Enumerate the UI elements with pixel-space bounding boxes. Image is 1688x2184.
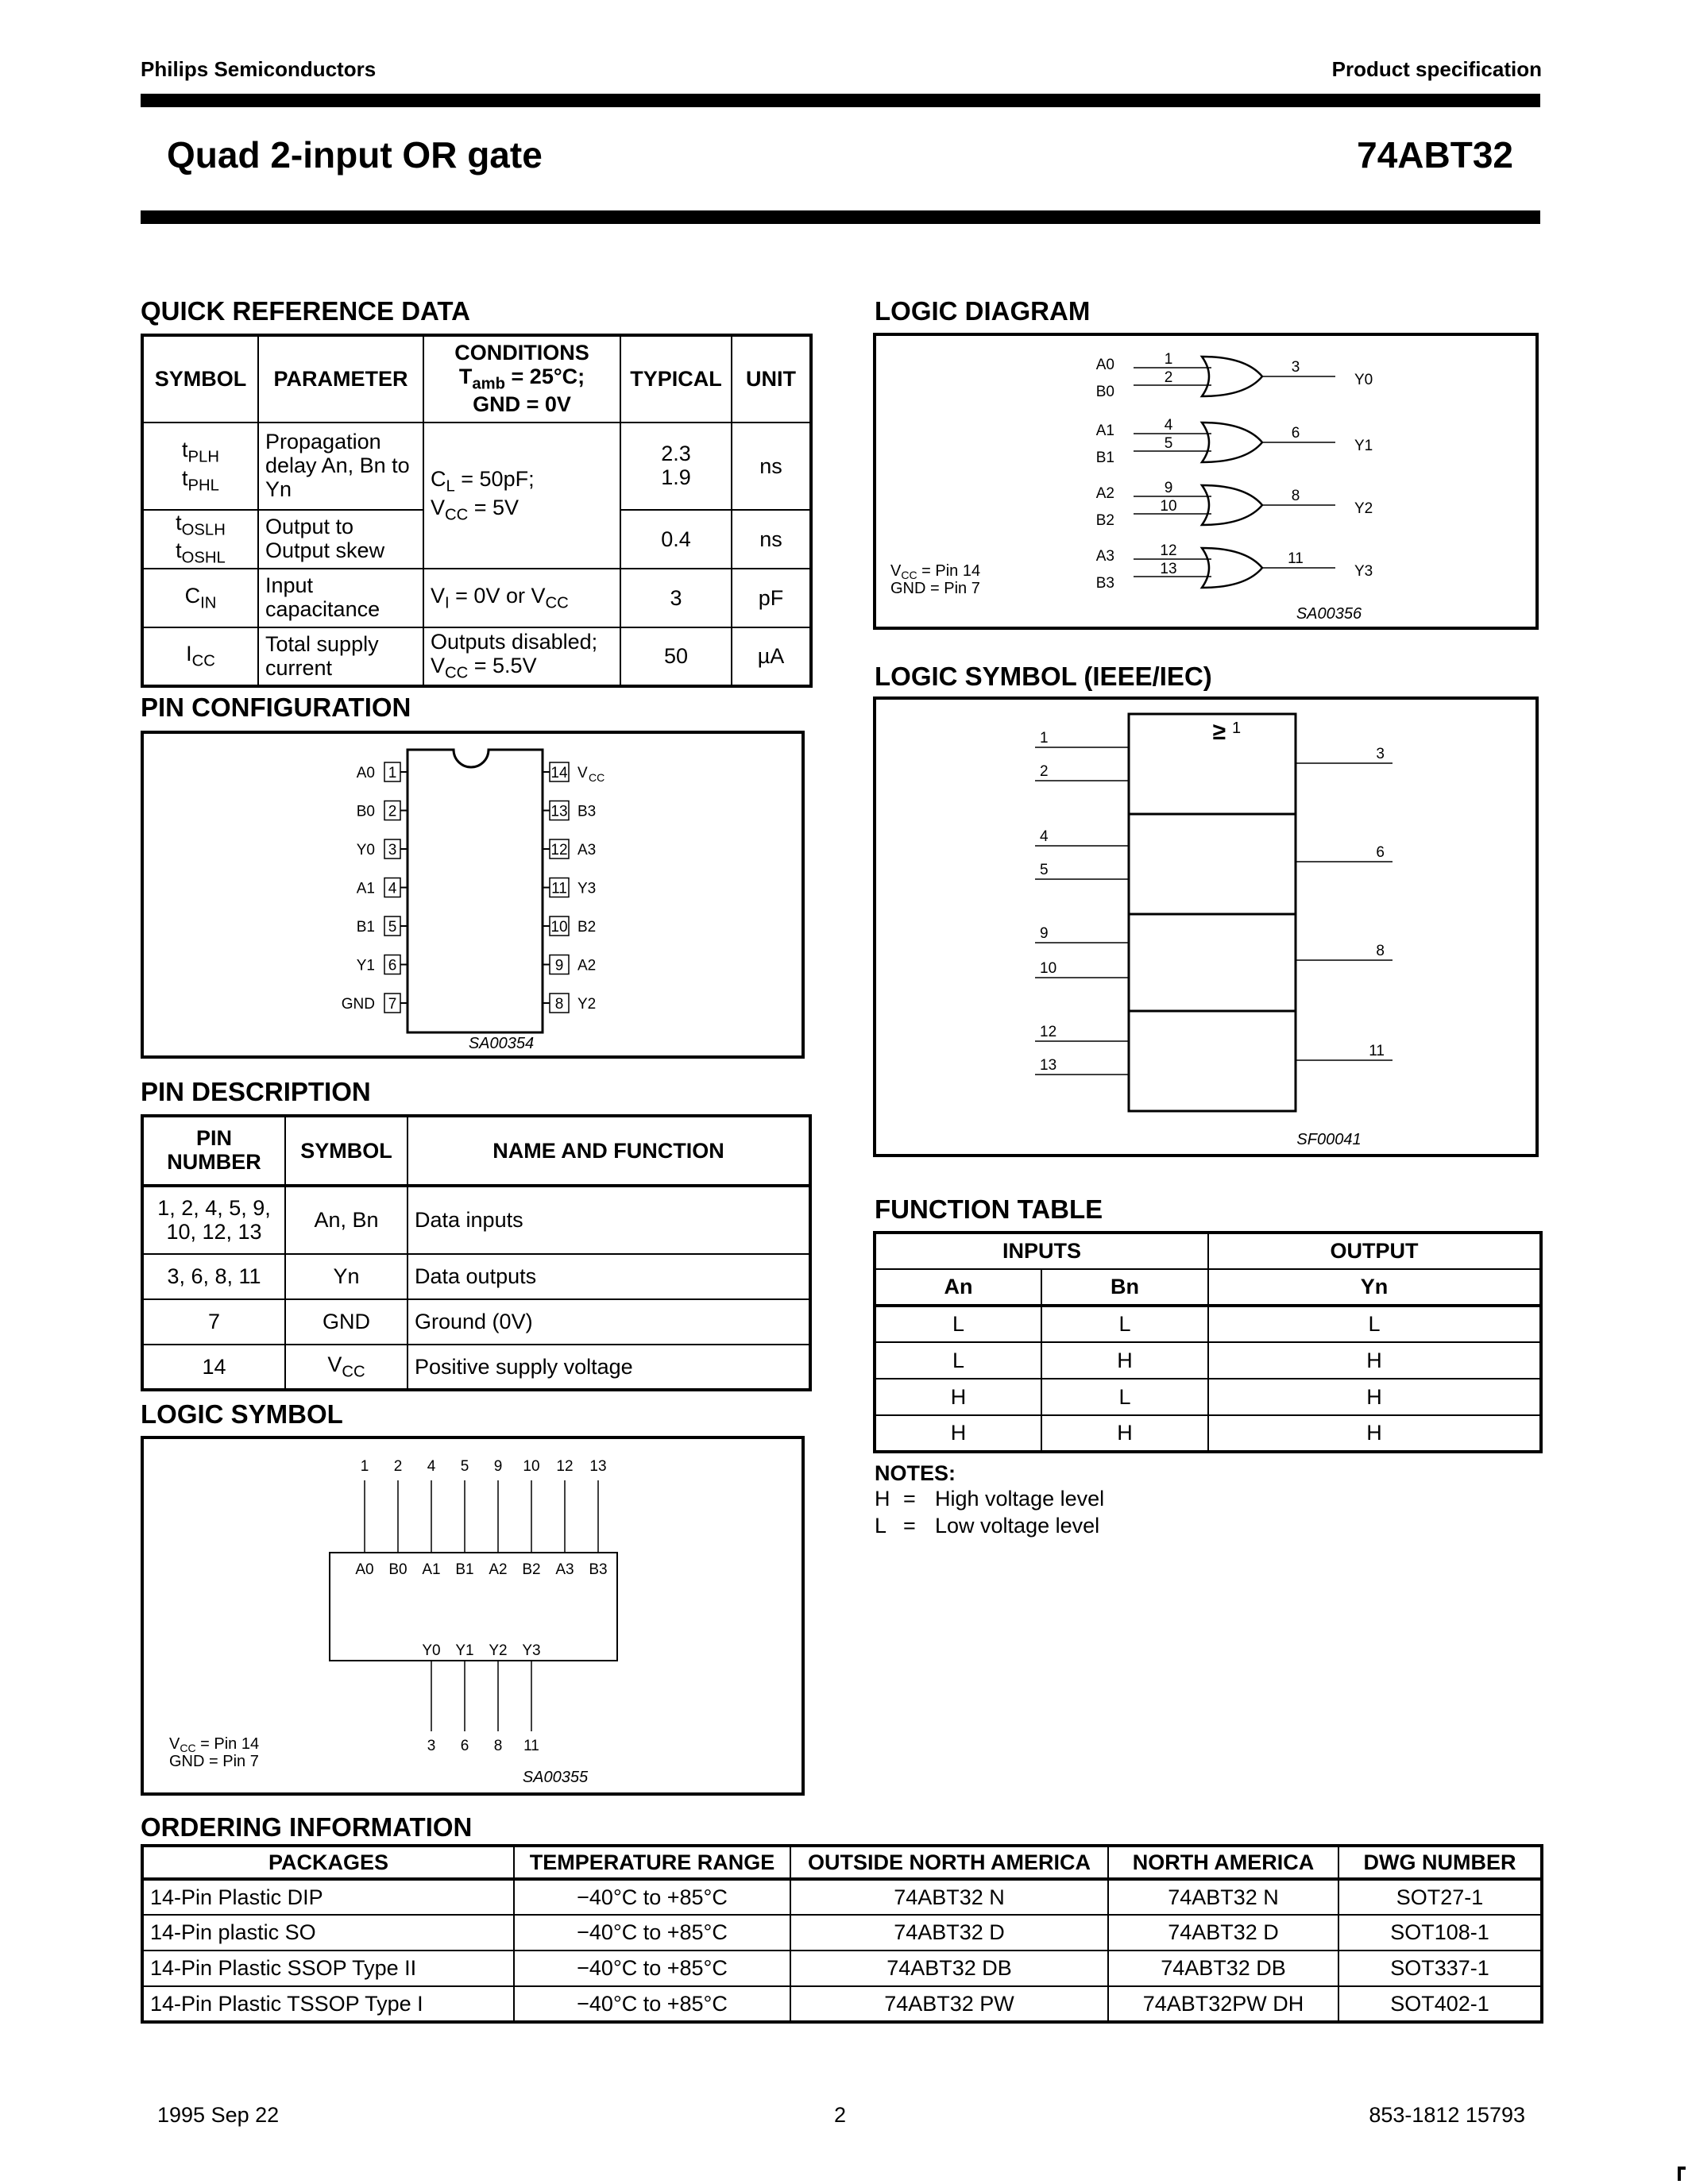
gate-output-name: Y2 xyxy=(1354,500,1373,517)
or-gate-icon xyxy=(1202,423,1262,462)
input-name: A2 xyxy=(489,1561,508,1578)
pin-number: 11 xyxy=(551,880,567,897)
gate-output-pin: 8 xyxy=(1291,488,1300,504)
gate-input-pin: 1 xyxy=(1164,351,1173,368)
input-pin-number: 1 xyxy=(1040,730,1049,747)
header-rule xyxy=(141,94,1540,107)
table-row xyxy=(875,1342,1541,1379)
logic-diagram-box xyxy=(873,333,1539,630)
or-gate-icon xyxy=(1202,485,1262,525)
table-row xyxy=(142,1254,810,1299)
north-america-cell: 74ABT32 N xyxy=(1108,1879,1338,1915)
condition-cell: Outputs disabled; $V_{CC} = 5.5V$ xyxy=(423,627,620,686)
table-row xyxy=(142,1915,1542,1951)
pin-config-code: SA00354 xyxy=(468,1035,535,1052)
dwg-cell: SOT108-1 xyxy=(1338,1915,1542,1951)
yn-cell: H xyxy=(1208,1342,1541,1379)
col-yn: Yn xyxy=(1208,1269,1541,1306)
notes-list xyxy=(875,1485,1104,1539)
part-number: 74ABT32 xyxy=(1357,134,1513,176)
logic-symbol-title: LOGIC SYMBOL xyxy=(141,1399,343,1429)
package-cell: 14-Pin plastic SO xyxy=(142,1915,514,1951)
output-pin-number: 6 xyxy=(1376,844,1385,861)
logic-symbol-diagram xyxy=(144,1439,802,1792)
pin-name: GND xyxy=(341,996,375,1013)
input-name: B3 xyxy=(589,1561,608,1578)
north-america-cell: 74ABT32 DB xyxy=(1108,1951,1338,1986)
input-pin-number: 1 xyxy=(360,1458,369,1475)
package-cell: 14-Pin Plastic SSOP Type II xyxy=(142,1951,514,1986)
symbol-cell: An, Bn xyxy=(285,1186,408,1254)
note-item: L = Low voltage level xyxy=(875,1514,1100,1538)
input-pin-number: 10 xyxy=(523,1458,540,1475)
col-symbol: SYMBOL xyxy=(142,335,258,423)
pin-number: 13 xyxy=(550,803,568,820)
function-table-title: FUNCTION TABLE xyxy=(875,1194,1103,1224)
logic-symbol-code: SA00355 xyxy=(522,1769,589,1786)
gate-input-pin: 13 xyxy=(1160,561,1177,577)
or-gate-diagram xyxy=(876,336,1535,627)
unit-cell: ns xyxy=(732,423,811,510)
load-condition-cell: $C_L = 50pF$; $V_{CC} = 5V$ xyxy=(423,423,620,569)
input-pin-number: 2 xyxy=(1040,763,1049,780)
table-row xyxy=(142,423,811,510)
pin-configuration-box xyxy=(141,731,805,1059)
gate-input-name: A3 xyxy=(1095,548,1114,565)
ieee-symbol-title: LOGIC SYMBOL (IEEE/IEC) xyxy=(875,662,1212,691)
col-an: An xyxy=(875,1269,1041,1306)
quick-reference-title: QUICK REFERENCE DATA xyxy=(141,296,470,326)
input-name: A1 xyxy=(422,1561,441,1578)
gate-input-name: A1 xyxy=(1095,423,1114,439)
parameter-cell: Propagation delay An, Bn to Yn xyxy=(258,423,423,510)
input-pin-number: 4 xyxy=(427,1458,436,1475)
function-table xyxy=(873,1231,1543,1453)
output-name: Y2 xyxy=(489,1642,508,1659)
symbol-cell: $t_{PLH}$ $t_{PHL}$ xyxy=(142,423,258,510)
unit-cell: pF xyxy=(732,569,811,627)
gate-input-name: B1 xyxy=(1095,450,1114,466)
col-symbol: SYMBOL xyxy=(285,1116,408,1186)
input-pin-number: 9 xyxy=(493,1458,503,1475)
pin-name: B0 xyxy=(356,803,375,820)
pin-cell: 14 xyxy=(142,1345,285,1390)
dip-package-diagram xyxy=(144,734,802,1055)
gate-input-pin: 9 xyxy=(1164,480,1173,496)
input-pin-number: 2 xyxy=(393,1458,403,1475)
bn-cell: L xyxy=(1041,1306,1208,1342)
package-cell: 14-Pin Plastic DIP xyxy=(142,1879,514,1915)
gate-output-name: Y0 xyxy=(1354,372,1373,388)
input-pin-number: 13 xyxy=(1040,1057,1057,1074)
notes-title: NOTES: xyxy=(875,1461,956,1485)
north-america-cell: 74ABT32PW DH xyxy=(1108,1986,1338,2022)
gate-output-pin: 3 xyxy=(1291,359,1300,376)
gate-input-name: B3 xyxy=(1095,575,1114,592)
typical-cell: 0.4 xyxy=(620,510,732,569)
input-name: B1 xyxy=(455,1561,474,1578)
pin-description-table xyxy=(141,1114,812,1391)
gate-input-pin: 4 xyxy=(1164,417,1173,434)
output-pin-number: 3 xyxy=(427,1738,436,1754)
bn-cell: H xyxy=(1041,1342,1208,1379)
gate-input-name: A0 xyxy=(1095,357,1114,373)
function-cell: Data inputs xyxy=(408,1186,810,1254)
input-pin-number: 5 xyxy=(460,1458,469,1475)
an-cell: H xyxy=(875,1415,1041,1452)
parameter-cell: Input capacitance xyxy=(258,569,423,627)
pin-configuration-title: PIN CONFIGURATION xyxy=(141,693,411,722)
crop-mark xyxy=(1678,2167,1686,2170)
pin-name: Y1 xyxy=(356,957,375,974)
ordering-title: ORDERING INFORMATION xyxy=(141,1812,473,1842)
pin-cell: 3, 6, 8, 11 xyxy=(142,1254,285,1299)
bn-cell: L xyxy=(1041,1379,1208,1415)
output-pin-number: 8 xyxy=(493,1738,503,1754)
pin-cell: 7 xyxy=(142,1299,285,1345)
parameter-cell: Output to Output skew xyxy=(258,510,423,569)
function-cell: Ground (0V) xyxy=(408,1299,810,1345)
gate-input-pin: 10 xyxy=(1160,498,1177,515)
col-temperature: TEMPERATURE RANGE xyxy=(514,1846,790,1879)
output-pin-number: 11 xyxy=(1369,1043,1385,1059)
output-pin-number: 3 xyxy=(1376,746,1385,762)
pin-name-sub: CC xyxy=(589,771,605,784)
gate-input-name: B2 xyxy=(1095,512,1114,529)
pin-name: B3 xyxy=(577,803,597,820)
an-cell: L xyxy=(875,1342,1041,1379)
output-pin-number: 11 xyxy=(523,1738,539,1754)
temperature-cell: −40°C to +85°C xyxy=(514,1986,790,2022)
col-conditions: CONDITIONS $T_{amb} = 25^\circ C$; GND = 0V xyxy=(423,335,620,423)
logic-symbol-box xyxy=(141,1436,805,1796)
pin-number: 1 xyxy=(388,765,397,781)
input-name: A3 xyxy=(555,1561,574,1578)
ordering-table xyxy=(141,1844,1543,2024)
output-header: OUTPUT xyxy=(1208,1233,1541,1269)
note-item: H = High voltage level xyxy=(875,1487,1105,1511)
pin-name: B2 xyxy=(577,919,597,936)
page-number: 2 xyxy=(834,2103,847,2127)
pin-number: 7 xyxy=(388,996,397,1013)
output-pin-number: 6 xyxy=(460,1738,469,1754)
col-outside-na: OUTSIDE NORTH AMERICA xyxy=(790,1846,1108,1879)
col-dwg-number: DWG NUMBER xyxy=(1338,1846,1542,1879)
input-pin-number: 5 xyxy=(1040,862,1049,878)
pin-number: 2 xyxy=(388,803,397,820)
pin-number: 12 xyxy=(550,842,568,859)
col-typical: TYPICAL xyxy=(620,335,732,423)
table-row xyxy=(142,1951,1542,1986)
input-pin-number: 4 xyxy=(1040,828,1049,845)
gate-output-name: Y1 xyxy=(1354,438,1373,454)
yn-cell: L xyxy=(1208,1306,1541,1342)
input-name: A0 xyxy=(355,1561,374,1578)
input-pin-number: 9 xyxy=(1040,925,1049,942)
input-pin-number: 12 xyxy=(556,1458,574,1475)
function-cell: Data outputs xyxy=(408,1254,810,1299)
temperature-cell: −40°C to +85°C xyxy=(514,1915,790,1951)
outside-na-cell: 74ABT32 D xyxy=(790,1915,1108,1951)
pin-name: A2 xyxy=(577,957,597,974)
table-row xyxy=(875,1415,1541,1452)
document-type: Product specification xyxy=(1331,57,1542,81)
symbol-cell: $V_{CC}$ xyxy=(285,1345,408,1390)
pin-number: 3 xyxy=(388,842,397,859)
pin-number: 6 xyxy=(388,957,397,974)
condition-cell: $V_I = 0V$ or $V_{CC}$ xyxy=(423,569,620,627)
parameter-cell: Total supply current xyxy=(258,627,423,686)
col-pin-number: PIN NUMBER xyxy=(142,1116,285,1186)
table-row xyxy=(142,1879,1542,1915)
footer-date: 1995 Sep 22 xyxy=(157,2103,280,2127)
package-cell: 14-Pin Plastic TSSOP Type I xyxy=(142,1986,514,2022)
output-name: Y0 xyxy=(422,1642,441,1659)
vcc-note: $V_{CC}$ = Pin 14 xyxy=(890,562,981,581)
footer-code: 853-1812 15793 xyxy=(1369,2103,1525,2127)
pin-name: Y2 xyxy=(577,996,597,1013)
col-packages: PACKAGES xyxy=(142,1846,514,1879)
col-bn: Bn xyxy=(1041,1269,1208,1306)
gate-input-pin: 2 xyxy=(1164,369,1173,386)
table-row xyxy=(142,569,811,627)
temperature-cell: −40°C to +85°C xyxy=(514,1951,790,1986)
table-row xyxy=(142,627,811,686)
pin-name: A1 xyxy=(356,880,375,897)
table-row xyxy=(875,1306,1541,1342)
gate-output-pin: 6 xyxy=(1291,425,1300,442)
gnd-note: GND = Pin 7 xyxy=(169,1753,259,1770)
output-name: Y3 xyxy=(522,1642,541,1659)
unit-cell: µA xyxy=(732,627,811,686)
ieee-symbol-diagram xyxy=(876,700,1535,1154)
ge-symbol-icon: ≥ xyxy=(1212,719,1226,745)
logic-diagram-code: SA00356 xyxy=(1296,605,1362,623)
gate-output-pin: 11 xyxy=(1288,550,1304,567)
outside-na-cell: 74ABT32 N xyxy=(790,1879,1108,1915)
table-row xyxy=(142,1345,810,1390)
inputs-header: INPUTS xyxy=(875,1233,1208,1269)
pin-description-title: PIN DESCRIPTION xyxy=(141,1077,371,1106)
symbol-cell: Yn xyxy=(285,1254,408,1299)
outside-na-cell: 74ABT32 PW xyxy=(790,1986,1108,2022)
dwg-cell: SOT27-1 xyxy=(1338,1879,1542,1915)
symbol-cell: GND xyxy=(285,1299,408,1345)
gate-input-name: A2 xyxy=(1095,485,1114,502)
col-parameter: PARAMETER xyxy=(258,335,423,423)
symbol-cell: $C_{IN}$ xyxy=(142,569,258,627)
vcc-note: $V_{CC}$ = Pin 14 xyxy=(169,1735,260,1754)
page-title: Quad 2-input OR gate xyxy=(167,134,543,176)
conditions-line-2: = 25°C; xyxy=(511,365,585,389)
bn-cell: H xyxy=(1041,1415,1208,1452)
an-cell: H xyxy=(875,1379,1041,1415)
typical-cell: 3 xyxy=(620,569,732,627)
outside-na-cell: 74ABT32 DB xyxy=(790,1951,1108,1986)
dwg-cell: SOT337-1 xyxy=(1338,1951,1542,1986)
input-pin-number: 13 xyxy=(589,1458,607,1475)
pin-number: 9 xyxy=(554,957,564,974)
input-name: B2 xyxy=(522,1561,541,1578)
ieee-qualifier: 1 xyxy=(1232,720,1242,737)
or-gate-icon xyxy=(1202,548,1262,588)
output-name: Y1 xyxy=(455,1642,474,1659)
gate-input-name: B0 xyxy=(1095,384,1114,400)
dwg-cell: SOT402-1 xyxy=(1338,1986,1542,2022)
input-pin-number: 10 xyxy=(1040,960,1057,977)
gate-input-pin: 5 xyxy=(1164,435,1173,452)
pin-name: A3 xyxy=(577,842,597,859)
table-row xyxy=(142,1986,1542,2022)
pin-number: 14 xyxy=(550,765,568,781)
typical-cell: 2.3 1.9 xyxy=(620,423,732,510)
company-name: Philips Semiconductors xyxy=(141,57,377,81)
pin-name: B1 xyxy=(356,919,375,936)
ieee-code: SF00041 xyxy=(1296,1131,1362,1148)
temperature-cell: −40°C to +85°C xyxy=(514,1879,790,1915)
yn-cell: H xyxy=(1208,1415,1541,1452)
symbol-cell: $t_{OSLH}$ $t_{OSHL}$ xyxy=(142,510,258,569)
input-pin-number: 12 xyxy=(1040,1024,1057,1040)
yn-cell: H xyxy=(1208,1379,1541,1415)
quick-reference-table xyxy=(141,334,813,688)
ieee-symbol-box xyxy=(873,696,1539,1157)
pin-number: 5 xyxy=(388,919,397,936)
logic-diagram-title: LOGIC DIAGRAM xyxy=(875,296,1091,326)
col-unit: UNIT xyxy=(732,335,811,423)
symbol-cell: $I_{CC}$ xyxy=(142,627,258,686)
gate-input-pin: 12 xyxy=(1160,542,1177,559)
title-rule xyxy=(141,210,1540,224)
gnd-note: GND = Pin 7 xyxy=(890,580,980,597)
input-name: B0 xyxy=(388,1561,408,1578)
pin-number: 10 xyxy=(550,919,568,936)
pin-name: V xyxy=(577,765,588,781)
pin-cell: 1, 2, 4, 5, 9, 10, 12, 13 xyxy=(142,1186,285,1254)
table-row xyxy=(875,1379,1541,1415)
output-pin-number: 8 xyxy=(1376,943,1385,959)
function-cell: Positive supply voltage xyxy=(408,1345,810,1390)
gate-output-name: Y3 xyxy=(1354,563,1373,580)
pin-name: Y3 xyxy=(577,880,597,897)
unit-cell: ns xyxy=(732,510,811,569)
table-row xyxy=(142,1186,810,1254)
pin-number: 4 xyxy=(388,880,397,897)
pin-name: A0 xyxy=(356,765,375,781)
north-america-cell: 74ABT32 D xyxy=(1108,1915,1338,1951)
col-north-america: NORTH AMERICA xyxy=(1108,1846,1338,1879)
pin-number: 8 xyxy=(554,996,564,1013)
or-gate-icon xyxy=(1202,357,1262,396)
conditions-line-1: CONDITIONS xyxy=(454,341,589,365)
conditions-line-3: GND = 0V xyxy=(473,392,571,416)
pin-name: Y0 xyxy=(356,842,375,859)
table-row xyxy=(142,1299,810,1345)
col-name-function: NAME AND FUNCTION xyxy=(408,1116,810,1186)
an-cell: L xyxy=(875,1306,1041,1342)
typical-cell: 50 xyxy=(620,627,732,686)
